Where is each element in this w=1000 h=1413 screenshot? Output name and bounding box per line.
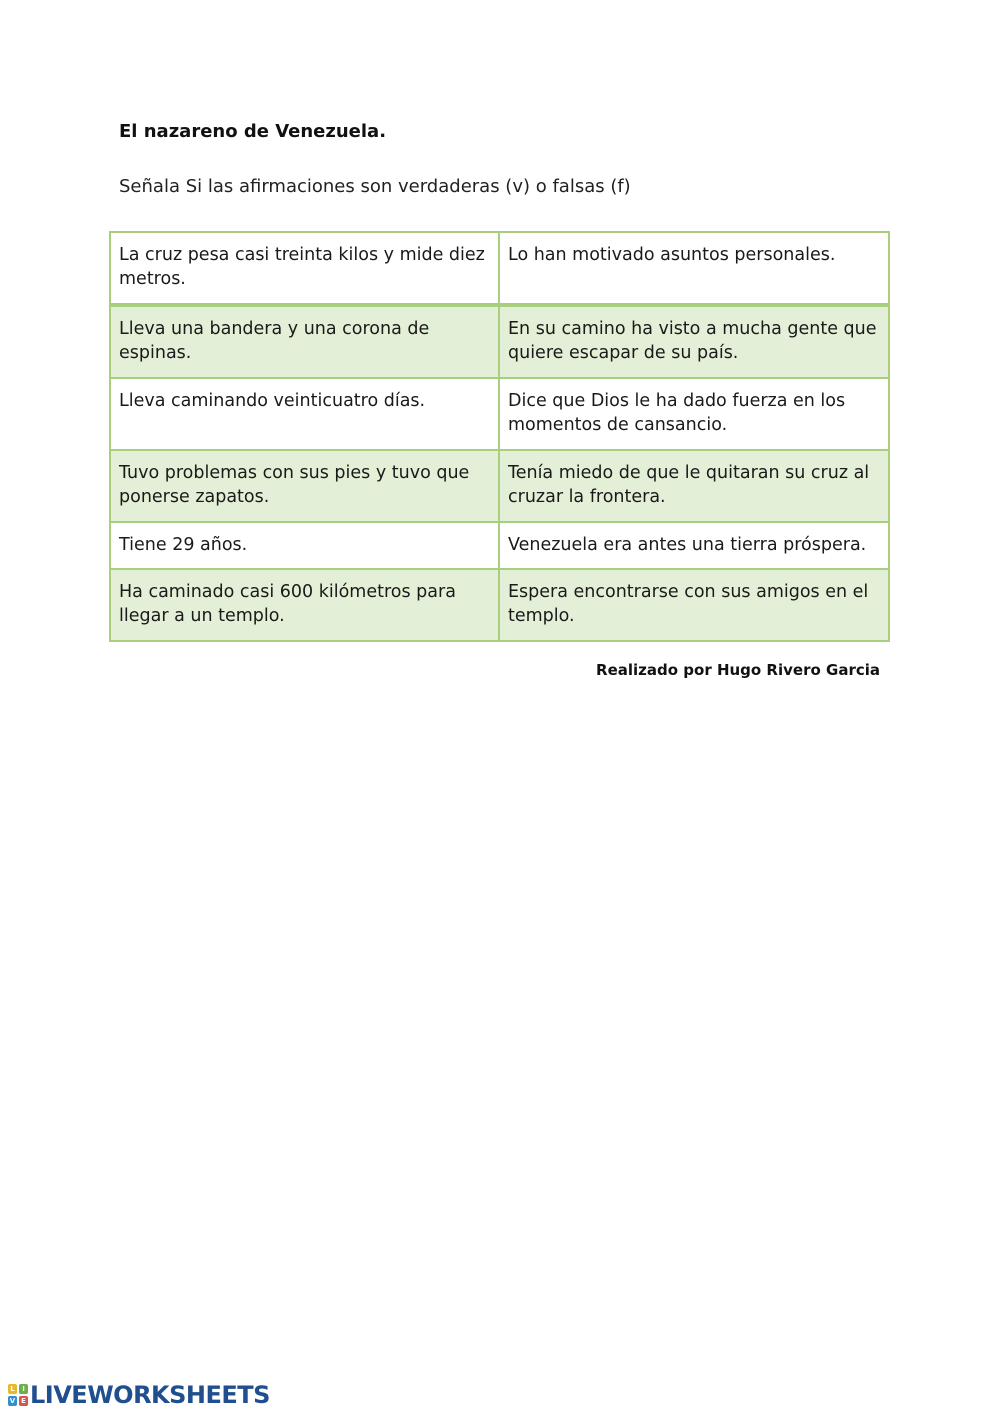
liveworksheets-logo-icon (8, 1384, 28, 1406)
logo-letter: L (8, 1384, 17, 1394)
statement-cell: Lleva una bandera y una corona de espinas. (110, 305, 499, 378)
statement-cell: Lleva caminando veinticuatro días. (110, 378, 499, 450)
logo-letter: E (19, 1396, 28, 1406)
logo-letter: V (9, 1397, 16, 1405)
author-credit: Realizado por Hugo Rivero Garcia (596, 661, 880, 679)
liveworksheets-logo[interactable] (8, 1381, 270, 1409)
worksheet-instruction: Señala Si las afirmaciones son verdaderas (v) o falsas (f) (119, 176, 631, 197)
table-row (110, 569, 889, 641)
table-row (110, 522, 889, 569)
table-row (110, 450, 889, 522)
table-row (110, 232, 889, 305)
table-row (110, 378, 889, 450)
statement-cell: Espera encontrarse con sus amigos en el templo. (499, 569, 889, 641)
logo-wordmark: LIVEWORKSHEETS (30, 1381, 270, 1409)
statement-cell: Tenía miedo de que le quitaran su cruz al cruzar la frontera. (499, 450, 889, 522)
statement-cell: Venezuela era antes una tierra próspera. (499, 522, 889, 569)
statement-cell: Dice que Dios le ha dado fuerza en los momentos de cansancio. (499, 378, 889, 450)
statement-cell: Lo han motivado asuntos personales. (499, 232, 889, 305)
table-row (110, 305, 889, 378)
logo-letter: I (19, 1384, 28, 1394)
statement-cell: Tuvo problemas con sus pies y tuvo que ponerse zapatos. (110, 450, 499, 522)
worksheet-title: El nazareno de Venezuela. (119, 121, 387, 142)
statements-table (109, 231, 890, 642)
statement-cell: En su camino ha visto a mucha gente que quiere escapar de su país. (499, 305, 889, 378)
statement-cell: Tiene 29 años. (110, 522, 499, 569)
statement-cell: La cruz pesa casi treinta kilos y mide diez metros. (110, 232, 499, 305)
statement-cell: Ha caminado casi 600 kilómetros para llegar a un templo. (110, 569, 499, 641)
